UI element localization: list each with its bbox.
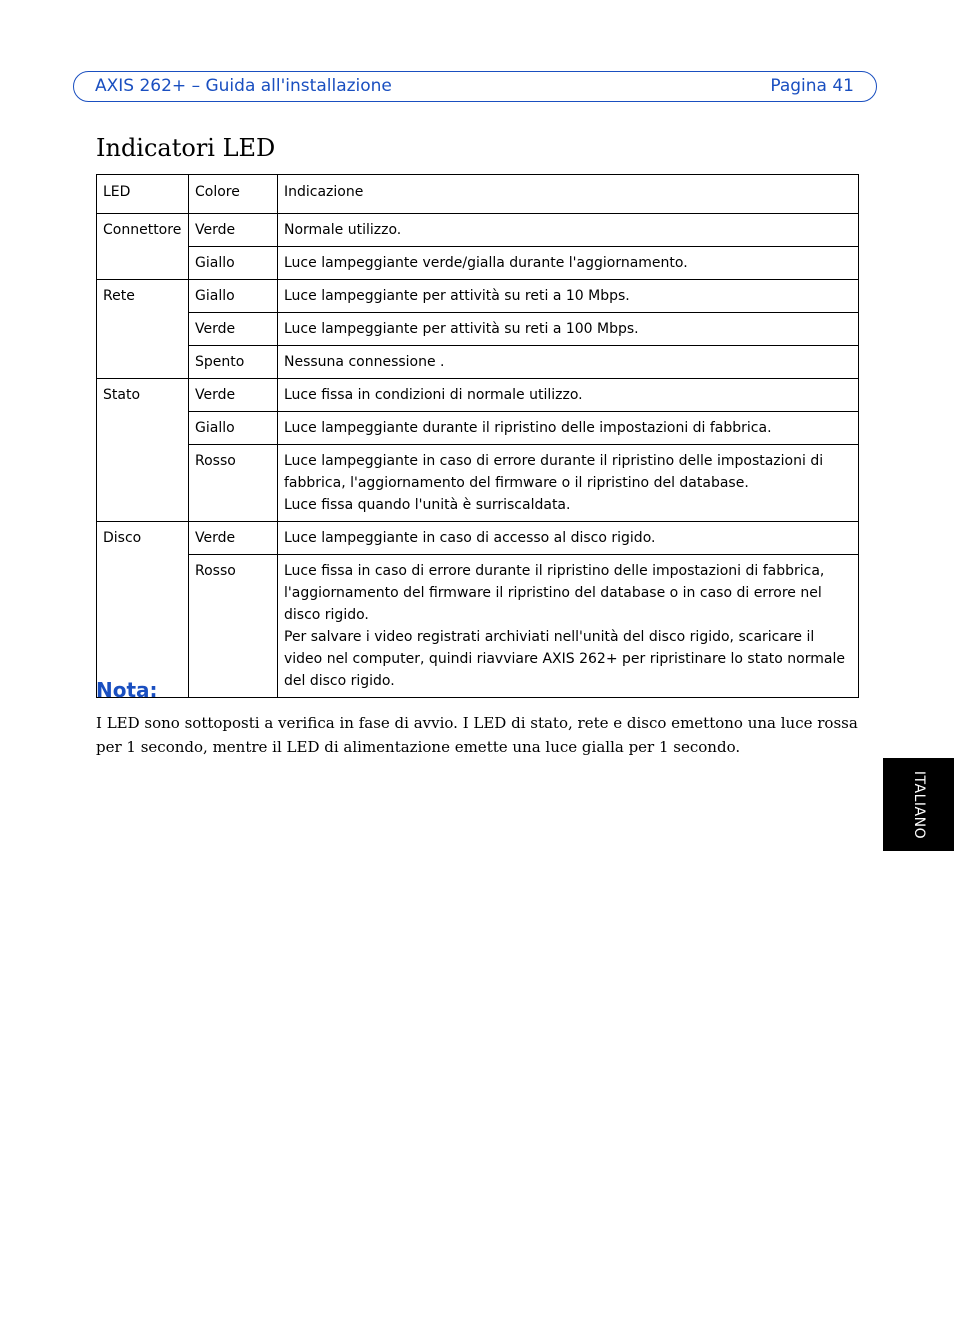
led-name-cell: Connettore bbox=[97, 214, 189, 280]
column-header-indication: Indicazione bbox=[278, 175, 859, 214]
indication-cell bbox=[278, 280, 859, 313]
section-title: Indicatori LED bbox=[96, 134, 276, 162]
indication-text: Luce lampeggiante in caso di accesso al disco rigido. bbox=[284, 530, 656, 546]
color-cell: Giallo bbox=[189, 247, 278, 280]
page-header bbox=[73, 71, 877, 102]
column-header-led: LED bbox=[97, 175, 189, 214]
led-table bbox=[96, 174, 859, 698]
table-row bbox=[97, 522, 859, 555]
indication-cell bbox=[278, 555, 859, 698]
color-cell: Verde bbox=[189, 522, 278, 555]
table-row bbox=[97, 280, 859, 313]
indication-text: Luce lampeggiante in caso di errore durante il ripristino delle impostazioni di fabbrica, l'aggiornamento del firmware o il ripristino del database. bbox=[284, 453, 824, 491]
indication-cell bbox=[278, 445, 859, 522]
language-tab bbox=[883, 758, 954, 851]
color-cell: Verde bbox=[189, 379, 278, 412]
indication-cell bbox=[278, 412, 859, 445]
table-row bbox=[97, 214, 859, 247]
table-row bbox=[97, 445, 859, 522]
table-row bbox=[97, 313, 859, 346]
color-cell: Giallo bbox=[189, 412, 278, 445]
indication-text: Luce lampeggiante durante il ripristino delle impostazioni di fabbrica. bbox=[284, 420, 772, 436]
indication-text: Luce fissa in caso di errore durante il ripristino delle impostazioni di fabbrica, l'aggiornamento del firmware il ripristino del database o in caso di errore nel disco rigido. bbox=[284, 563, 825, 623]
page-number: Pagina 41 bbox=[770, 76, 854, 96]
led-name-cell: Stato bbox=[97, 379, 189, 522]
indication-text: Luce fissa quando l'unità è surriscaldata. bbox=[284, 497, 571, 513]
indication-text: Luce lampeggiante verde/gialla durante l'aggiornamento. bbox=[284, 255, 688, 271]
indication-text: Luce fissa in condizioni di normale utilizzo. bbox=[284, 387, 583, 403]
indication-text: Luce lampeggiante per attività su reti a 10 Mbps. bbox=[284, 288, 630, 304]
note-text: I LED sono sottoposti a verifica in fase di avvio. I LED di stato, rete e disco emettono una luce rossa per 1 secondo, mentre il LED di alimentazione emette una luce gialla per 1 secondo. bbox=[96, 714, 858, 756]
color-cell: Rosso bbox=[189, 445, 278, 522]
color-cell: Spento bbox=[189, 346, 278, 379]
indication-text: Normale utilizzo. bbox=[284, 222, 402, 238]
indication-text: Luce lampeggiante per attività su reti a 100 Mbps. bbox=[284, 321, 639, 337]
indication-cell bbox=[278, 522, 859, 555]
indication-cell bbox=[278, 379, 859, 412]
table-row bbox=[97, 555, 859, 698]
indication-cell bbox=[278, 247, 859, 280]
led-name-cell: Rete bbox=[97, 280, 189, 379]
table-row bbox=[97, 346, 859, 379]
indication-text: Per salvare i video registrati archiviati nell'unità del disco rigido, scaricare il video nel computer, quindi riavviare AXIS 262+ per ripristinare lo stato normale del disco rigido. bbox=[284, 629, 845, 689]
table-row bbox=[97, 247, 859, 280]
document-title: AXIS 262+ – Guida all'installazione bbox=[95, 76, 392, 96]
indication-cell bbox=[278, 313, 859, 346]
language-label: ITALIANO bbox=[910, 770, 927, 839]
color-cell: Giallo bbox=[189, 280, 278, 313]
table-row bbox=[97, 379, 859, 412]
note-title: Nota: bbox=[96, 678, 158, 702]
table-row bbox=[97, 412, 859, 445]
color-cell: Verde bbox=[189, 313, 278, 346]
indication-cell bbox=[278, 214, 859, 247]
led-name-cell: Disco bbox=[97, 522, 189, 698]
table-header-row bbox=[97, 175, 859, 214]
color-cell: Verde bbox=[189, 214, 278, 247]
indication-text: Nessuna connessione . bbox=[284, 354, 445, 370]
indication-cell bbox=[278, 346, 859, 379]
column-header-color: Colore bbox=[189, 175, 278, 214]
color-cell: Rosso bbox=[189, 555, 278, 698]
